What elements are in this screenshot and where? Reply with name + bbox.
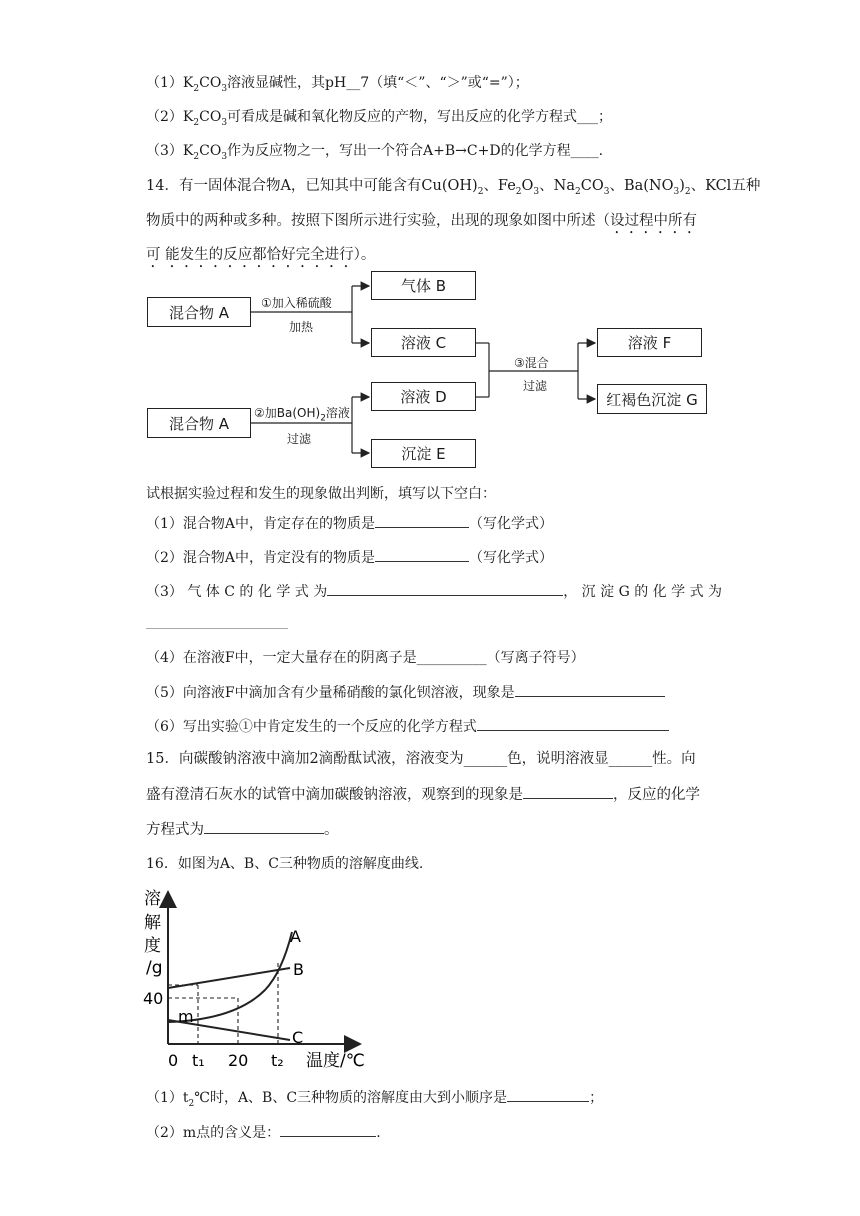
q14-sub3: （3） 气 体 C 的 化 学 式 为 ， 沉 淀 G 的 化 学 式 为 bbox=[146, 581, 716, 602]
curve-b-label: B bbox=[293, 960, 304, 979]
x-tick-0: 0 bbox=[168, 1051, 179, 1070]
x-tick-20: 20 bbox=[228, 1051, 249, 1070]
step2-sub-label: 过滤 bbox=[287, 432, 312, 446]
answer-blank[interactable] bbox=[146, 628, 288, 629]
answer-blank[interactable] bbox=[477, 716, 669, 731]
solubility-graph bbox=[140, 880, 380, 1070]
solution-f-box: 溶液 F bbox=[597, 328, 702, 357]
x-axis-label: 温度/℃ bbox=[306, 1051, 365, 1070]
point-m-label: m bbox=[178, 1007, 194, 1026]
y-label-1: 溶 bbox=[144, 889, 161, 909]
y-label-4: /g bbox=[146, 958, 163, 978]
solution-d-box: 溶液 D bbox=[371, 382, 476, 411]
q13-part1: $(1)K_2CO_3$溶液显碱性，其pH__7（填“＜”、“＞”或“=”）； bbox=[146, 75, 529, 94]
curve-c-label: C bbox=[292, 1028, 304, 1047]
q14-sub2: （2）混合物A中，肯定没有的物质是 （写化学式） bbox=[146, 547, 553, 568]
q14-sub6: （6）写出实验①中肯定发生的一个反应的化学方程式 bbox=[146, 716, 669, 737]
step2-label: ②加$Ba(OH)_2$溶液 bbox=[254, 406, 350, 424]
q14-intro-line2: 物质中的两种或多种。按照下图所示进行实验，出现的现象如图中所述（设过程中所有 bbox=[146, 213, 697, 229]
x-tick-t2: t₂ bbox=[271, 1051, 284, 1070]
step1-label: ①加入稀硫酸 bbox=[261, 296, 332, 310]
answer-blank[interactable] bbox=[375, 547, 469, 562]
answer-blank[interactable] bbox=[375, 513, 469, 528]
precipitate-e-box: 沉淀 E bbox=[371, 439, 476, 468]
q15-line1: 15．向碳酸钠溶液中滴加2滴酚酞试液，溶液变为______色，说明溶液显______性。向 bbox=[146, 751, 696, 767]
q16-intro: 16．如图为A、B、C三种物质的溶解度曲线. bbox=[146, 856, 424, 872]
q13-part3: $(3)K_2CO_3$作为反应物之一，写出一个符合A+B→C+D的化学方程____. bbox=[146, 143, 604, 162]
step3-label: ③混合 bbox=[514, 356, 549, 370]
step3-sub-label: 过滤 bbox=[523, 379, 548, 393]
y-label-3: 度 bbox=[144, 936, 161, 956]
q14-sub1: （1）混合物A中，肯定存在的物质是 （写化学式） bbox=[146, 513, 553, 534]
curve-a-label: A bbox=[290, 927, 301, 946]
q16-sub2: （2）m点的含义是： . bbox=[146, 1122, 381, 1143]
x-tick-t1: t₁ bbox=[192, 1051, 205, 1070]
q14-prompt: 试根据实验过程和发生的现象做出判断，填写以下空白： bbox=[146, 486, 496, 502]
y-tick-40: 40 bbox=[143, 989, 164, 1008]
q14-sub4: （4）在溶液F中，一定大量存在的阴离子是__________（写离子符号） bbox=[146, 650, 585, 666]
q15-line3: 方程式为 。 bbox=[146, 819, 339, 840]
q16-sub1: $(1)t_2℃$时，A、B、C三种物质的溶解度由大到小顺序是 ； bbox=[146, 1087, 603, 1114]
answer-blank[interactable] bbox=[327, 581, 563, 596]
q13-part2: $(2)K_2CO_3$可看成是碱和氧化物反应的产物，写出反应的化学方程式___； bbox=[146, 109, 613, 128]
q14-intro-line3: 可 能发生的反应都恰好完全进行）。 bbox=[146, 247, 376, 263]
answer-blank[interactable] bbox=[204, 819, 324, 834]
solution-c-box: 溶液 C bbox=[371, 328, 476, 357]
curve-b bbox=[168, 968, 290, 988]
gas-b-box: 气体 B bbox=[371, 271, 476, 300]
precipitate-g-box: 红褐色沉淀 G bbox=[597, 384, 707, 414]
q14-sub5: （5）向溶液F中滴加含有少量稀硝酸的氯化钡溶液，现象是 bbox=[146, 682, 665, 703]
mixture-a-bottom: 混合物 A bbox=[147, 408, 251, 438]
answer-blank[interactable] bbox=[515, 682, 665, 697]
answer-blank[interactable] bbox=[280, 1122, 376, 1137]
answer-blank[interactable] bbox=[523, 784, 613, 799]
step1-sub-label: 加热 bbox=[289, 320, 314, 334]
y-label-2: 解 bbox=[144, 913, 161, 933]
q14-intro-line1: 14．有一固体混合物A，已知其中可能含有$Cu(OH)_2$、$Fe_2O_3$、$Na_2CO_3$、$Ba(NO_3)_2$、KCl五种 bbox=[146, 178, 761, 197]
answer-blank[interactable] bbox=[507, 1087, 589, 1102]
q15-line2: 盛有澄清石灰水的试管中滴加碳酸钠溶液，观察到的现象是 ，反应的化学 bbox=[146, 784, 700, 805]
mixture-a-top: 混合物 A bbox=[147, 297, 251, 327]
